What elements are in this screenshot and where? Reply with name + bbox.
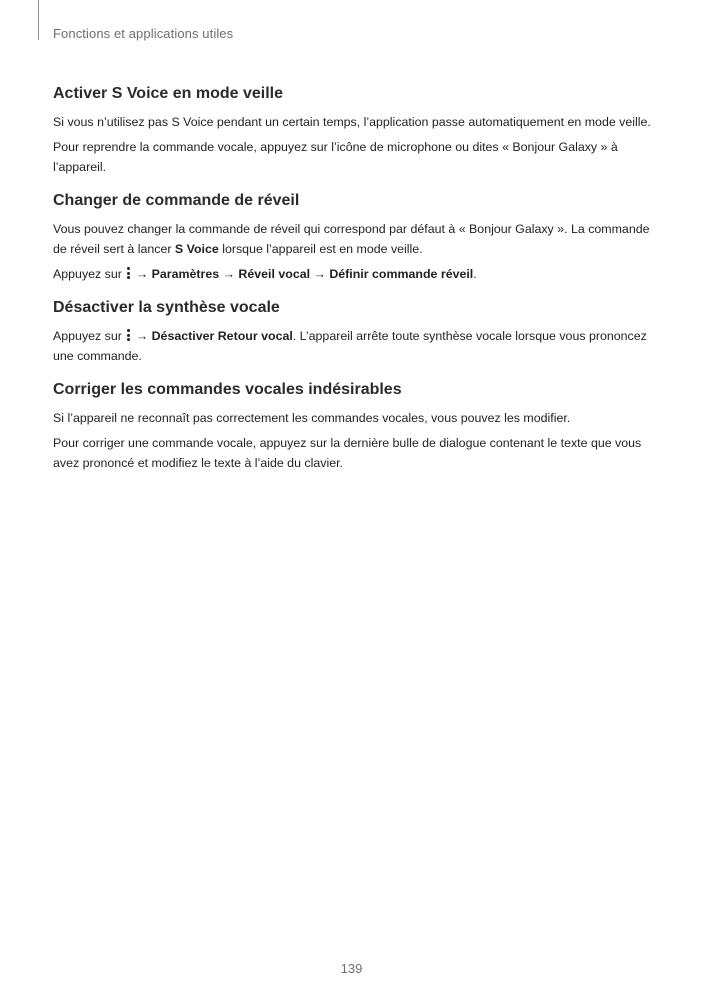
paragraph — [53, 326, 653, 366]
arrow: → — [310, 267, 330, 281]
header-divider — [38, 0, 39, 40]
arrow: → — [132, 329, 152, 343]
menu-path-desactiver-retour: Désactiver Retour vocal — [151, 329, 293, 343]
section-heading: Changer de commande de réveil — [53, 192, 300, 209]
section-activer-s-voice — [53, 84, 653, 177]
section-heading: Activer S Voice en mode veille — [53, 85, 284, 102]
paragraph — [53, 219, 653, 259]
text-run: . — [473, 267, 477, 281]
menu-path-parametres: Paramètres — [151, 267, 220, 281]
section-desactiver-synthese — [53, 298, 653, 366]
menu-path-definir-commande: Définir commande réveil — [329, 267, 474, 281]
page-content — [53, 84, 653, 487]
section-changer-commande-reveil — [53, 191, 653, 284]
page-number: 139 — [340, 961, 363, 976]
menu-path-reveil-vocal: Réveil vocal — [238, 267, 311, 281]
more-options-icon — [127, 267, 130, 279]
text-run: lorsque l’appareil est en mode veille. — [218, 242, 423, 256]
text-run: Vous pouvez changer la commande de réveil qui correspond par défaut à « Bonjour Galaxy ». La commande de réveil sert à lancer — [53, 222, 650, 256]
paragraph — [53, 264, 653, 284]
app-name-s-voice: S Voice — [174, 242, 219, 256]
paragraph: Si vous n’utilisez pas S Voice pendant un certain temps, l’application passe automatiquement en mode veille. — [53, 115, 651, 129]
paragraph: Pour reprendre la commande vocale, appuyez sur l’icône de microphone ou dites « Bonjour Galaxy » à l’appareil. — [53, 140, 618, 174]
arrow: → — [132, 267, 152, 281]
paragraph: Si l’appareil ne reconnaît pas correctement les commandes vocales, vous pouvez les modifier. — [53, 411, 571, 425]
section-heading: Désactiver la synthèse vocale — [53, 299, 280, 316]
section-corriger-commandes — [53, 380, 653, 473]
arrow: → — [219, 267, 239, 281]
text-run: Appuyez sur — [53, 329, 126, 343]
text-run: Appuyez sur — [53, 267, 126, 281]
paragraph: Pour corriger une commande vocale, appuyez sur la dernière bulle de dialogue contenant le texte que vous avez prononcé et modifiez le texte à l’aide du clavier. — [53, 436, 642, 470]
running-header: Fonctions et applications utiles — [53, 26, 234, 41]
section-heading: Corriger les commandes vocales indésirables — [53, 381, 402, 398]
text-run: . L’appareil arrête toute synthèse vocale lorsque vous prononcez une commande. — [53, 329, 647, 363]
more-options-icon — [127, 329, 130, 341]
